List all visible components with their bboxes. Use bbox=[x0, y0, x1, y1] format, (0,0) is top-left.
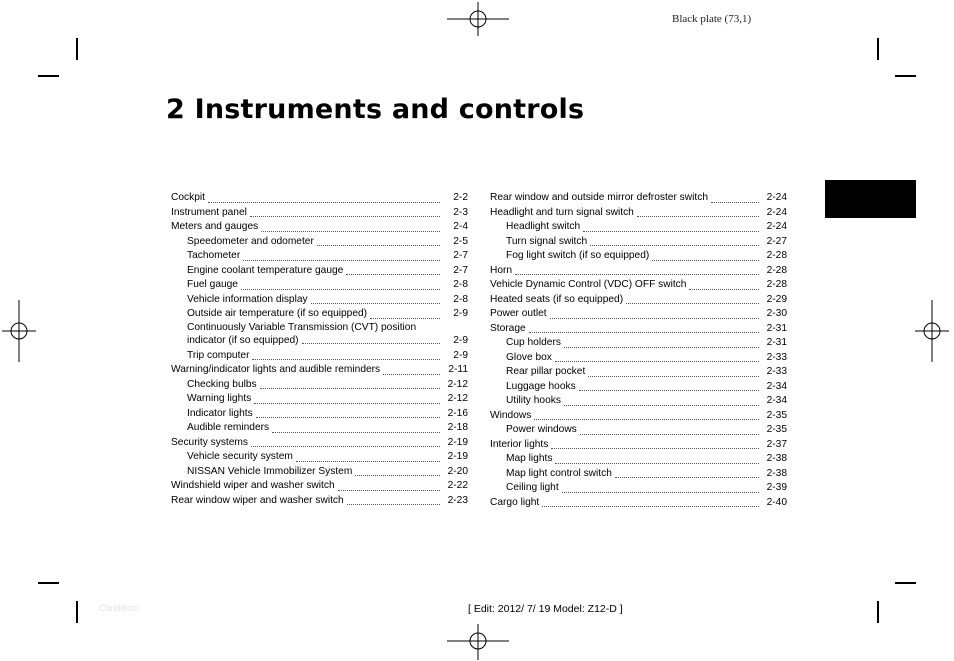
leader-dots bbox=[296, 460, 440, 462]
toc-entry-label: Power outlet bbox=[490, 308, 547, 319]
toc-entry[interactable] bbox=[490, 249, 787, 264]
toc-entry-label: Rear pillar pocket bbox=[506, 366, 586, 377]
toc-entry[interactable] bbox=[171, 378, 468, 393]
toc-entry-page: 2-19 bbox=[447, 436, 468, 448]
toc-entry[interactable] bbox=[171, 191, 468, 206]
toc-entry-label: Cockpit bbox=[171, 192, 205, 203]
toc-entry[interactable] bbox=[490, 351, 787, 366]
toc-entry[interactable] bbox=[171, 465, 468, 480]
toc-entry-page: 2-20 bbox=[447, 465, 468, 477]
toc-entry-label: Warning lights bbox=[187, 393, 252, 404]
toc-entry-page: 2-8 bbox=[453, 279, 468, 290]
toc-entry-page: 2-31 bbox=[766, 337, 787, 348]
toc-entry-label: Fuel gauge bbox=[187, 279, 238, 290]
toc-entry[interactable] bbox=[490, 235, 787, 250]
registration-mark-top bbox=[447, 2, 509, 36]
toc-entry[interactable] bbox=[490, 394, 787, 409]
toc-entry-label: Headlight and turn signal switch bbox=[490, 206, 634, 218]
leader-dots bbox=[534, 418, 759, 420]
toc-entry[interactable] bbox=[490, 264, 787, 279]
toc-entry-label: Windows bbox=[490, 409, 532, 421]
toc-entry-page: 2-16 bbox=[447, 407, 468, 419]
toc-entry-page: 2-29 bbox=[766, 293, 787, 305]
toc-entry-label: Headlight switch bbox=[506, 221, 581, 232]
leader-dots bbox=[311, 302, 440, 304]
toc-entry-label: Instrument panel bbox=[171, 206, 247, 218]
leader-dots bbox=[241, 288, 440, 290]
toc-entry[interactable] bbox=[490, 322, 787, 337]
toc-entry-label: Rear window and outside mirror defroster switch bbox=[490, 192, 708, 203]
toc-entry-page: 2-38 bbox=[766, 467, 787, 479]
leader-dots bbox=[515, 273, 759, 275]
toc-entry-page: 2-28 bbox=[766, 250, 787, 261]
toc-entry-label: Vehicle security system bbox=[187, 451, 293, 462]
leader-dots bbox=[346, 273, 440, 275]
leader-dots bbox=[370, 317, 440, 319]
toc-entry-page: 2-35 bbox=[766, 409, 787, 421]
toc-entry-page: 2-5 bbox=[453, 235, 468, 247]
registration-mark-bottom bbox=[447, 624, 509, 660]
leader-dots bbox=[355, 474, 440, 476]
leader-dots bbox=[251, 445, 440, 447]
toc-entry-label: indicator (if so equipped) bbox=[187, 335, 299, 346]
toc-entry-label: Luggage hooks bbox=[506, 380, 576, 392]
leader-dots bbox=[383, 373, 440, 375]
toc-entry-page: 2-19 bbox=[447, 451, 468, 462]
toc-entry-label: Tachometer bbox=[187, 250, 241, 261]
leader-dots bbox=[626, 302, 759, 304]
toc-entry[interactable] bbox=[490, 423, 787, 438]
toc-entry-page: 2-27 bbox=[766, 235, 787, 247]
toc-entry[interactable] bbox=[490, 365, 787, 380]
toc-entry[interactable] bbox=[171, 479, 468, 494]
toc-entry[interactable] bbox=[490, 307, 787, 322]
toc-entry-label: Windshield wiper and washer switch bbox=[171, 480, 335, 491]
leader-dots bbox=[564, 346, 759, 348]
leader-dots bbox=[550, 317, 759, 319]
toc-entry-page: 2-3 bbox=[453, 206, 468, 218]
registration-mark-left bbox=[2, 300, 36, 362]
toc-column-left bbox=[171, 191, 468, 508]
toc-entry[interactable] bbox=[171, 363, 468, 378]
toc-entry[interactable] bbox=[490, 206, 787, 221]
toc-entry[interactable] bbox=[171, 278, 468, 293]
toc-entry[interactable] bbox=[490, 293, 787, 308]
toc-entry-page: 2-11 bbox=[448, 364, 468, 375]
leader-dots bbox=[542, 505, 759, 507]
toc-entry[interactable] bbox=[490, 380, 787, 395]
toc-entry-label: Meters and gauges bbox=[171, 221, 259, 232]
toc-entry-page: 2-7 bbox=[453, 250, 468, 261]
leader-dots bbox=[529, 331, 759, 333]
toc-entry-label: Cargo light bbox=[490, 496, 540, 508]
toc-entry-page: 2-24 bbox=[766, 221, 787, 232]
toc-entry-label: Heated seats (if so equipped) bbox=[490, 293, 624, 305]
toc-entry-page: 2-8 bbox=[453, 293, 468, 305]
leader-dots bbox=[689, 288, 759, 290]
leader-dots bbox=[637, 215, 759, 217]
toc-entry-label: Horn bbox=[490, 264, 513, 276]
toc-entry[interactable] bbox=[171, 392, 468, 407]
toc-entry-page: 2-7 bbox=[453, 264, 468, 276]
toc-entry[interactable] bbox=[171, 450, 468, 465]
toc-entry-page: 2-39 bbox=[766, 482, 787, 493]
toc-entry-label: Glove box bbox=[506, 351, 552, 363]
leader-dots bbox=[564, 404, 759, 406]
chapter-title: 2 Instruments and controls bbox=[166, 94, 585, 125]
toc-entry-label: Turn signal switch bbox=[506, 235, 588, 247]
toc-entry-label: Outside air temperature (if so equipped) bbox=[187, 308, 368, 319]
leader-dots bbox=[652, 259, 759, 261]
leader-dots bbox=[615, 476, 759, 478]
condition-label: Condition: bbox=[99, 603, 140, 613]
leader-dots bbox=[551, 447, 759, 449]
toc-entry-page: 2-22 bbox=[447, 480, 468, 491]
toc-entry-page: 2-40 bbox=[766, 496, 787, 508]
toc-entry-page: 2-24 bbox=[766, 206, 787, 218]
toc-entry-page: 2-31 bbox=[766, 322, 787, 334]
leader-dots bbox=[302, 342, 440, 344]
toc-entry[interactable] bbox=[490, 191, 787, 206]
toc-entry[interactable] bbox=[171, 407, 468, 422]
toc-entry[interactable] bbox=[171, 220, 468, 235]
toc-entry-page: 2-28 bbox=[766, 264, 787, 276]
toc-entry[interactable] bbox=[171, 264, 468, 279]
toc-entry-page: 2-9 bbox=[453, 335, 468, 346]
toc-entry-label: Warning/indicator lights and audible reminders bbox=[171, 364, 381, 375]
toc-entry-page: 2-4 bbox=[453, 221, 468, 232]
toc-entry-page: 2-23 bbox=[447, 494, 468, 506]
toc-entry-label: Vehicle Dynamic Control (VDC) OFF switch bbox=[490, 279, 687, 290]
toc-entry-page: 2-33 bbox=[766, 366, 787, 377]
leader-dots bbox=[579, 389, 759, 391]
leader-dots bbox=[711, 201, 759, 203]
toc-entry[interactable] bbox=[171, 206, 468, 221]
toc-entry[interactable] bbox=[490, 481, 787, 496]
toc-entry-page: 2-12 bbox=[447, 378, 468, 390]
leader-dots bbox=[317, 244, 440, 246]
plate-label: Black plate (73,1) bbox=[672, 13, 752, 25]
leader-dots bbox=[588, 375, 759, 377]
leader-dots bbox=[208, 201, 440, 203]
toc-entry-page: 2-34 bbox=[766, 395, 787, 406]
registration-mark-right bbox=[915, 300, 949, 362]
toc-entry[interactable] bbox=[490, 409, 787, 424]
leader-dots bbox=[256, 416, 440, 418]
leader-dots bbox=[562, 491, 759, 493]
leader-dots bbox=[272, 431, 440, 433]
toc-entry-label: Cup holders bbox=[506, 337, 561, 348]
leader-dots bbox=[347, 503, 440, 505]
leader-dots bbox=[555, 360, 759, 362]
toc-entry-label: Trip computer bbox=[187, 349, 250, 361]
toc-entry-page: 2-35 bbox=[766, 424, 787, 435]
toc-entry[interactable] bbox=[490, 336, 787, 351]
toc-entry-label: Map lights bbox=[506, 453, 553, 464]
toc-entry-page: 2-37 bbox=[766, 438, 787, 450]
toc-entry-label: Vehicle information display bbox=[187, 293, 308, 305]
toc-entry-page: 2-2 bbox=[453, 192, 468, 203]
toc-entry-label: Power windows bbox=[506, 424, 577, 435]
leader-dots bbox=[261, 230, 440, 232]
toc-entry-page: 2-28 bbox=[766, 279, 787, 290]
leader-dots bbox=[243, 259, 440, 261]
toc-entry-label: Audible reminders bbox=[187, 422, 270, 433]
toc-entry[interactable] bbox=[490, 496, 787, 511]
toc-entry-label-line1: Continuously Variable Transmission (CVT) position bbox=[187, 321, 417, 333]
toc-entry-page: 2-24 bbox=[766, 192, 787, 203]
toc-entry-page: 2-30 bbox=[766, 308, 787, 319]
toc-entry[interactable] bbox=[490, 220, 787, 235]
chapter-tab bbox=[825, 180, 916, 218]
leader-dots bbox=[555, 462, 759, 464]
leader-dots bbox=[254, 402, 440, 404]
toc-entry[interactable] bbox=[171, 349, 468, 364]
toc-column-right bbox=[490, 191, 787, 510]
leader-dots bbox=[580, 433, 759, 435]
toc-entry-label: Security systems bbox=[171, 436, 248, 448]
toc-entry-label: Speedometer and odometer bbox=[187, 235, 314, 247]
toc-entry-label: Rear window wiper and washer switch bbox=[171, 494, 344, 506]
toc-entry[interactable] bbox=[171, 436, 468, 451]
toc-entry[interactable] bbox=[171, 235, 468, 250]
toc-entry[interactable] bbox=[490, 467, 787, 482]
leader-dots bbox=[252, 358, 440, 360]
leader-dots bbox=[338, 489, 440, 491]
edit-info: [ Edit: 2012/ 7/ 19 Model: Z12-D ] bbox=[468, 603, 623, 615]
toc-entry-label: Engine coolant temperature gauge bbox=[187, 264, 344, 276]
toc-entry-label: Fog light switch (if so equipped) bbox=[506, 250, 650, 261]
leader-dots bbox=[590, 244, 759, 246]
toc-entry-label: Ceiling light bbox=[506, 482, 559, 493]
toc-entry[interactable] bbox=[171, 293, 468, 308]
toc-entry-page: 2-33 bbox=[766, 351, 787, 363]
toc-entry-page: 2-18 bbox=[447, 422, 468, 433]
toc-entry-label: Checking bulbs bbox=[187, 378, 257, 390]
toc-entry-page: 2-12 bbox=[447, 393, 468, 404]
toc-entry-page: 2-9 bbox=[453, 308, 468, 319]
toc-entry-label: NISSAN Vehicle Immobilizer System bbox=[187, 465, 353, 477]
toc-entry[interactable] bbox=[490, 438, 787, 453]
toc-entry[interactable] bbox=[490, 278, 787, 293]
toc-entry[interactable] bbox=[490, 452, 787, 467]
leader-dots bbox=[583, 230, 759, 232]
toc-entry[interactable] bbox=[171, 307, 468, 322]
toc-entry-label: Utility hooks bbox=[506, 395, 561, 406]
leader-dots bbox=[250, 215, 440, 217]
leader-dots bbox=[260, 387, 440, 389]
toc-entry[interactable] bbox=[171, 494, 468, 509]
toc-entry-page: 2-34 bbox=[766, 380, 787, 392]
toc-entry-label: Interior lights bbox=[490, 438, 549, 450]
toc-entry[interactable] bbox=[171, 322, 468, 348]
toc-entry-label: Indicator lights bbox=[187, 407, 253, 419]
toc-entry-label: Map light control switch bbox=[506, 467, 612, 479]
toc-entry-page: 2-9 bbox=[453, 349, 468, 361]
toc-entry-page: 2-38 bbox=[766, 453, 787, 464]
toc-entry-label: Storage bbox=[490, 322, 526, 334]
toc-entry[interactable] bbox=[171, 249, 468, 264]
toc-entry[interactable] bbox=[171, 421, 468, 436]
